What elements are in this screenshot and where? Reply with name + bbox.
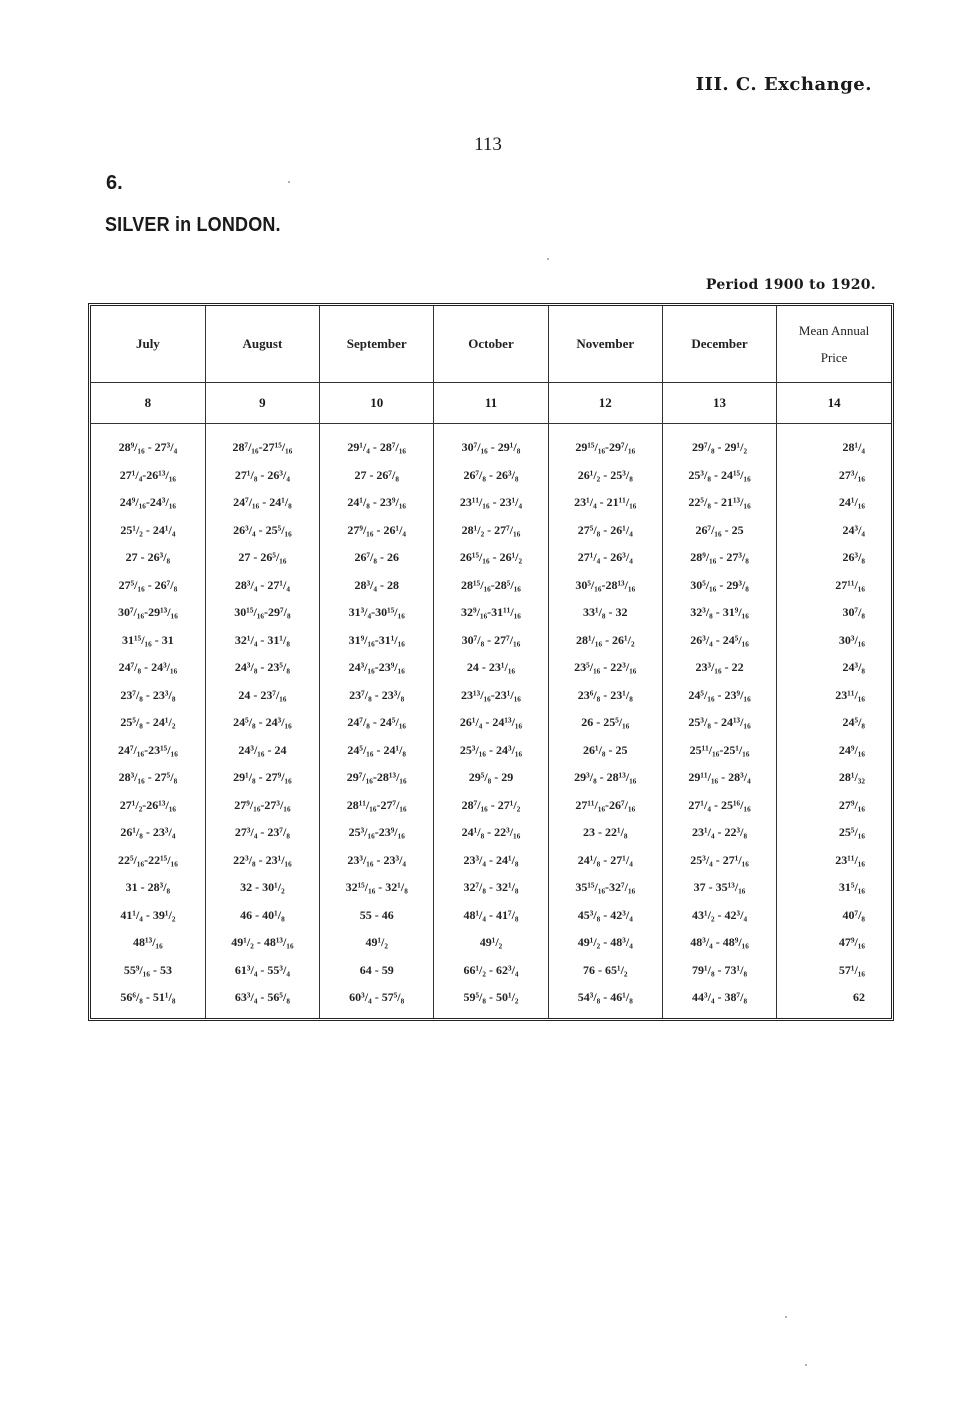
scan-speck (288, 181, 290, 183)
page-number: 113 (474, 134, 502, 155)
silver-price-table (88, 303, 894, 1021)
spacer-cell (777, 1012, 891, 1018)
price-range-cell: 54³/₈ - 46¹/₈ (548, 984, 662, 1012)
price-range-cell: 27¹¹/₁₆-26⁷/₁₆ (548, 792, 662, 820)
price-range-cell: 27¹/₈ - 26³/₄ (205, 462, 319, 490)
mean-price-cell: 24³/₈ (777, 654, 891, 682)
price-range-cell: 24¹/₈ - 27¹/₄ (548, 847, 662, 875)
mean-price-cell: 24⁵/₈ (777, 709, 891, 737)
price-range-cell: 24 - 23¹/₁₆ (434, 654, 548, 682)
price-range-cell: 24³/₁₆ - 24 (205, 737, 319, 765)
price-range-cell: 46 - 40¹/₈ (205, 902, 319, 930)
price-range-cell: 44³/₄ - 38⁷/₈ (662, 984, 776, 1012)
table-row (91, 434, 891, 462)
price-range-cell: 23⁷/₈ - 23³/₈ (120, 687, 176, 702)
table-row (91, 517, 891, 545)
price-range-cell: 27³/₄ - 23⁷/₈ (205, 819, 319, 847)
mean-header-line1: Mean Annual (798, 323, 870, 338)
column-header-november: November (548, 306, 662, 383)
price-range-cell: 24¹/₈ - 23⁹/₁₆ (320, 489, 434, 517)
table-row (91, 627, 891, 655)
price-range-cell: 28⁷/₁₆-27¹⁵/₁₆ (205, 434, 319, 462)
table-body (91, 424, 891, 1018)
price-range-cell: 23³/₁₆ - 22 (662, 654, 776, 682)
price-range-cell: 24⁵/₁₆ - 24¹/₈ (320, 737, 434, 765)
page-title: SILVER in LONDON. (105, 214, 281, 236)
price-range-cell: 24⁷/₈ - 24³/₁₆ (118, 660, 178, 675)
price-range-cell: 48¹/₄ - 41⁷/₈ (434, 902, 548, 930)
price-range-cell: 29¹¹/₁₆ - 28³/₄ (662, 764, 776, 792)
spacer-cell (205, 424, 319, 435)
price-range-cell: 24⁵/₁₆ - 23⁹/₁₆ (662, 682, 776, 710)
price-range-cell: 28⁹/₁₆ - 27³/₈ (662, 544, 776, 572)
table-row (91, 462, 891, 490)
price-range-cell: 24⁷/₈ - 24⁵/₁₆ (320, 709, 434, 737)
price-range-cell: 49¹/₂ (320, 929, 434, 957)
price-range-cell: 56⁶/₈ - 51¹/₈ (120, 990, 176, 1005)
price-range-cell: 25³/₄ - 27¹/₁₆ (662, 847, 776, 875)
price-range-cell: 76 - 65¹/₂ (548, 957, 662, 985)
price-range-cell: 32 - 30¹/₂ (205, 874, 319, 902)
price-range-cell: 23⁶/₈ - 23¹/₈ (548, 682, 662, 710)
table-row (91, 874, 891, 902)
mean-price-cell: 23¹¹/₁₆ (777, 682, 891, 710)
table-row (91, 984, 891, 1012)
mean-price-cell: 28¹/₄ (777, 434, 891, 462)
mean-price-cell: 27³/₁₆ (777, 462, 891, 490)
spacer-cell (662, 1012, 776, 1018)
price-range-cell: 24³/₈ - 23⁵/₈ (205, 654, 319, 682)
price-range-cell: 23¹/₄ - 22³/₈ (662, 819, 776, 847)
column-number: 9 (205, 383, 319, 424)
spacer-cell (548, 424, 662, 435)
column-header-december: December (662, 306, 776, 383)
price-range-cell: 25¹¹/₁₆-25¹/₁₆ (662, 737, 776, 765)
table-row (91, 489, 891, 517)
spacer-cell (91, 1012, 205, 1018)
price-range-cell: 26⁷/₁₆ - 25 (662, 517, 776, 545)
price-range-cell: 30⁷/₁₆-29¹³/₁₆ (117, 605, 178, 620)
price-range-cell: 41¹/₄ - 39¹/₂ (120, 907, 176, 922)
price-range-cell: 32⁹/₁₆-31¹¹/₁₆ (434, 599, 548, 627)
price-range-cell: 23¹³/₁₆-23¹/₁₆ (434, 682, 548, 710)
price-range-cell: 32¹/₄ - 31¹/₈ (205, 627, 319, 655)
price-range-cell: 24⁷/₁₆ - 24¹/₈ (205, 489, 319, 517)
price-range-cell: 26 - 25⁵/₁₆ (548, 709, 662, 737)
price-range-cell: 27⁹/₁₆ - 26¹/₄ (320, 517, 434, 545)
price-range-cell: 26⁷/₈ - 26 (320, 544, 434, 572)
price-range-cell: 27¹/₄-26¹³/₁₆ (119, 467, 177, 482)
price-range-cell: 32⁷/₈ - 32¹/₈ (434, 874, 548, 902)
price-range-cell: 24⁷/₁₆-23¹⁵/₁₆ (117, 742, 178, 757)
header-label-row (91, 306, 891, 383)
mean-price-cell: 24¹/₁₆ (777, 489, 891, 517)
price-range-cell: 29³/₈ - 28¹³/₁₆ (548, 764, 662, 792)
table-row (91, 599, 891, 627)
price-range-cell: 26¹/₄ - 24¹³/₁₆ (434, 709, 548, 737)
price-range-cell: 28¹⁵/₁₆-28⁵/₁₆ (434, 572, 548, 600)
price-range-cell: 28⁹/₁₆ - 27³/₄ (118, 440, 178, 455)
price-range-cell: 29⁵/₈ - 29 (434, 764, 548, 792)
table-row (91, 792, 891, 820)
price-range-cell: 26³/₄ - 24⁵/₁₆ (662, 627, 776, 655)
spacer-cell (548, 1012, 662, 1018)
table-row (91, 764, 891, 792)
spacer-cell (434, 424, 548, 435)
table-row (91, 847, 891, 875)
column-header-july: July (91, 306, 205, 383)
column-number: 10 (320, 383, 434, 424)
price-range-cell: 48³/₄ - 48⁹/₁₆ (662, 929, 776, 957)
price-range-cell: 61³/₄ - 55³/₄ (205, 957, 319, 985)
column-header-october: October (434, 306, 548, 383)
price-range-cell: 23⁷/₈ - 23³/₈ (320, 682, 434, 710)
price-range-cell: 27⁹/₁₆-27³/₁₆ (205, 792, 319, 820)
price-range-cell: 27 - 26⁵/₁₆ (205, 544, 319, 572)
mean-price-cell: 24³/₄ (777, 517, 891, 545)
price-range-cell: 23³/₄ - 24¹/₈ (434, 847, 548, 875)
price-range-cell: 49¹/₂ - 48³/₄ (548, 929, 662, 957)
scan-speck (805, 1364, 807, 1366)
header-number-row (91, 383, 891, 424)
price-range-cell: 32¹⁵/₁₆ - 32¹/₈ (320, 874, 434, 902)
table-row (91, 572, 891, 600)
mean-price-cell: 28¹/₃₂ (777, 764, 891, 792)
price-range-cell: 29¹/₈ - 27⁹/₁₆ (205, 764, 319, 792)
period-label: Period 1900 to 1920. (705, 277, 876, 293)
price-range-cell: 28¹/₂ - 27⁷/₁₆ (434, 517, 548, 545)
table-row (91, 902, 891, 930)
price-range-cell: 27⁵/₈ - 26¹/₄ (548, 517, 662, 545)
mean-price-cell: 27¹¹/₁₆ (777, 572, 891, 600)
price-range-cell: 31³/₄-30¹⁵/₁₆ (320, 599, 434, 627)
price-range-cell: 29⁷/₁₆-28¹³/₁₆ (320, 764, 434, 792)
mean-price-cell: 25⁵/₁₆ (777, 819, 891, 847)
table-spacer-row (91, 424, 891, 435)
column-number: 8 (91, 383, 205, 424)
price-range-cell: 22³/₈ - 23¹/₁₆ (205, 847, 319, 875)
table-row (91, 682, 891, 710)
table-number: 6. (106, 172, 123, 194)
mean-price-cell: 27⁹/₁₆ (777, 792, 891, 820)
price-range-cell: 33¹/₈ - 32 (548, 599, 662, 627)
price-range-cell: 29⁷/₈ - 29¹/₂ (662, 434, 776, 462)
price-range-cell: 27¹/₄ - 25¹⁶/₁₆ (662, 792, 776, 820)
price-range-cell: 24¹/₈ - 22³/₁₆ (434, 819, 548, 847)
price-range-cell: 37 - 35¹³/₁₆ (662, 874, 776, 902)
table-row (91, 544, 891, 572)
price-range-cell: 26¹/₂ - 25³/₈ (548, 462, 662, 490)
spacer-cell (434, 1012, 548, 1018)
price-range-cell: 24³/₁₆-23⁹/₁₆ (320, 654, 434, 682)
table-row (91, 654, 891, 682)
price-range-cell: 26³/₄ - 25⁵/₁₆ (205, 517, 319, 545)
price-range-cell: 25¹/₂ - 24¹/₄ (120, 522, 176, 537)
price-range-cell: 23 - 22¹/₈ (548, 819, 662, 847)
price-range-cell: 27 - 26³/₈ (125, 550, 171, 565)
column-number: 11 (434, 383, 548, 424)
price-range-cell: 55⁹/₁₆ - 53 (123, 962, 172, 977)
column-number: 13 (662, 383, 776, 424)
table-row (91, 709, 891, 737)
price-range-cell: 25³/₁₆-23⁹/₁₆ (320, 819, 434, 847)
mean-price-cell: 47⁹/₁₆ (777, 929, 891, 957)
spacer-cell (662, 424, 776, 435)
spacer-cell (320, 1012, 434, 1018)
price-range-cell: 60³/₄ - 57⁵/₈ (320, 984, 434, 1012)
mean-price-cell: 26³/₈ (777, 544, 891, 572)
price-range-cell: 28³/₄ - 28 (320, 572, 434, 600)
price-range-cell: 29¹⁵/₁₆-29⁷/₁₆ (548, 434, 662, 462)
spacer-cell (205, 1012, 319, 1018)
price-range-cell: 22⁵/₁₆-22¹⁵/₁₆ (117, 852, 178, 867)
price-range-cell: 30⁷/₈ - 27⁷/₁₆ (434, 627, 548, 655)
price-range-cell: 32³/₈ - 31⁹/₁₆ (662, 599, 776, 627)
price-range-cell: 55 - 46 (320, 902, 434, 930)
price-range-cell: 31¹⁵/₁₆ - 31 (122, 632, 174, 647)
price-range-cell: 26¹/₈ - 23³/₄ (120, 825, 176, 840)
section-header: III. C. Exchange. (695, 74, 872, 95)
price-range-cell: 23¹/₄ - 21¹¹/₁₆ (548, 489, 662, 517)
price-range-cell: 28¹¹/₁₆-27⁷/₁₆ (320, 792, 434, 820)
table-end-row (91, 1012, 891, 1018)
column-number: 12 (548, 383, 662, 424)
scan-speck (547, 258, 549, 260)
price-range-cell: 28¹/₁₆ - 26¹/₂ (548, 627, 662, 655)
mean-price-cell: 24⁹/₁₆ (777, 737, 891, 765)
mean-price-cell: 62 (777, 984, 891, 1012)
price-range-cell: 43¹/₂ - 42³/₄ (662, 902, 776, 930)
price-range-cell: 49¹/₂ - 48¹³/₁₆ (205, 929, 319, 957)
price-range-cell: 59⁵/₈ - 50¹/₂ (434, 984, 548, 1012)
price-range-cell: 23⁵/₁₆ - 22³/₁₆ (548, 654, 662, 682)
table-row (91, 737, 891, 765)
price-range-cell: 30¹⁵/₁₆-29⁷/₈ (205, 599, 319, 627)
price-range-cell: 30⁵/₁₆-28¹³/₁₆ (548, 572, 662, 600)
price-range-cell: 30⁵/₁₆ - 29³/₈ (662, 572, 776, 600)
price-range-cell: 28³/₁₆ - 27⁵/₈ (118, 770, 178, 785)
column-header-september: September (320, 306, 434, 383)
price-range-cell: 25³/₈ - 24¹³/₁₆ (662, 709, 776, 737)
mean-header-line2: Price (820, 350, 848, 365)
mean-price-cell: 57¹/₁₆ (777, 957, 891, 985)
price-range-cell: 25³/₈ - 24¹⁵/₁₆ (662, 462, 776, 490)
price-range-cell: 64 - 59 (320, 957, 434, 985)
price-range-cell: 31⁹/₁₆-31¹/₁₆ (320, 627, 434, 655)
mean-price-cell: 30³/₁₆ (777, 627, 891, 655)
price-range-cell: 27⁵/₁₆ - 26⁷/₈ (118, 577, 178, 592)
price-range-cell: 31 - 28³/₈ (125, 880, 171, 895)
mean-price-cell: 30⁷/₈ (777, 599, 891, 627)
column-header-august: August (205, 306, 319, 383)
price-range-cell: 28⁷/₁₆ - 27¹/₂ (434, 792, 548, 820)
table-row (91, 929, 891, 957)
price-range-cell: 24⁹/₁₆-24³/₁₆ (119, 495, 177, 510)
scan-speck (785, 1316, 787, 1318)
price-range-cell: 30⁷/₁₆ - 29¹/₈ (434, 434, 548, 462)
spacer-cell (91, 424, 205, 435)
table-row (91, 957, 891, 985)
price-range-cell: 23³/₁₆ - 23³/₄ (320, 847, 434, 875)
price-range-cell: 48¹³/₁₆ (133, 935, 163, 950)
price-range-cell: 27¹/₂-26¹³/₁₆ (119, 797, 177, 812)
price-range-cell: 25⁵/₈ - 24¹/₂ (120, 715, 176, 730)
price-range-cell: 27 - 26⁷/₈ (320, 462, 434, 490)
price-range-cell: 25³/₁₆ - 24³/₁₆ (434, 737, 548, 765)
price-range-cell: 24⁵/₈ - 24³/₁₆ (205, 709, 319, 737)
mean-price-cell: 31⁵/₁₆ (777, 874, 891, 902)
price-range-cell: 35¹⁵/₁₆-32⁷/₁₆ (548, 874, 662, 902)
price-range-cell: 27¹/₄ - 26³/₄ (548, 544, 662, 572)
mean-price-cell: 40⁷/₈ (777, 902, 891, 930)
table-row (91, 819, 891, 847)
price-range-cell: 26¹/₈ - 25 (548, 737, 662, 765)
price-range-cell: 49¹/₂ (434, 929, 548, 957)
mean-price-cell: 23¹¹/₁₆ (777, 847, 891, 875)
spacer-cell (777, 424, 891, 435)
price-range-cell: 22⁵/₈ - 21¹³/₁₆ (662, 489, 776, 517)
spacer-cell (320, 424, 434, 435)
price-range-cell: 26⁷/₈ - 26³/₈ (434, 462, 548, 490)
price-range-cell: 45³/₈ - 42³/₄ (548, 902, 662, 930)
price-range-cell: 66¹/₂ - 62³/₄ (434, 957, 548, 985)
price-range-cell: 29¹/₄ - 28⁷/₁₆ (320, 434, 434, 462)
price-range-cell: 24 - 23⁷/₁₆ (205, 682, 319, 710)
price-range-cell: 26¹⁵/₁₆ - 26¹/₂ (434, 544, 548, 572)
column-header-mean-annual-price (777, 306, 891, 383)
price-range-cell: 79¹/₈ - 73¹/₈ (662, 957, 776, 985)
price-range-cell: 63³/₄ - 56⁵/₈ (205, 984, 319, 1012)
price-range-cell: 23¹¹/₁₆ - 23¹/₄ (434, 489, 548, 517)
column-number: 14 (777, 383, 891, 424)
price-range-cell: 28³/₄ - 27¹/₄ (205, 572, 319, 600)
